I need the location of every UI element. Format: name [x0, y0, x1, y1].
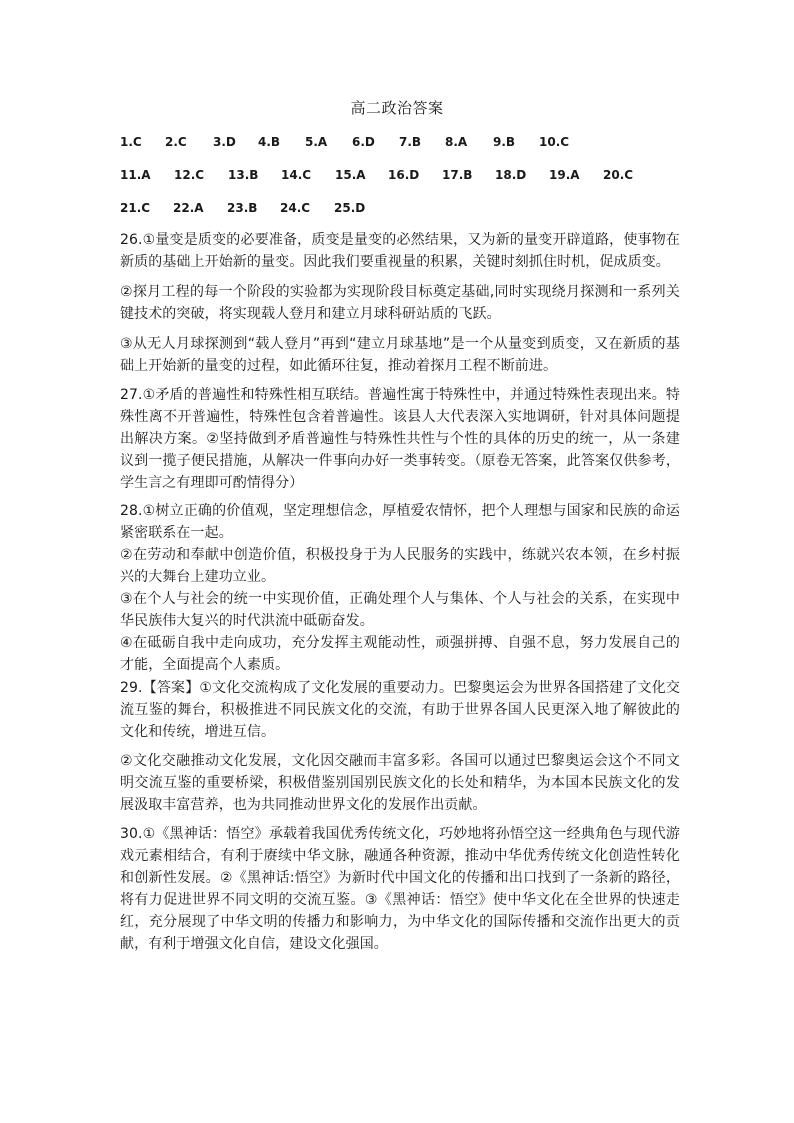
answer-item: 3.D [213, 135, 236, 149]
answer-paragraph: 27.①矛盾的普遍性和特殊性相互联结。普遍性寓于特殊性中，并通过特殊性表现出来。特殊性离不开普遍性，特殊性包含着普遍性。该县人大代表深入实地调研，针对具体问题提出解决方案。②坚持做到矛盾普遍性与特殊性共性与个性的具体的历史的统一，从一条建议到一揽子便民措施，从解决一件事向办好一类事转变。（原卷无答案，此答案仅供参考，学生言之有理即可酌情得分） [120, 387, 680, 491]
answer-item: 14.C [281, 168, 312, 182]
answer-paragraph: 29.【答案】①文化交流构成了文化发展的重要动力。巴黎奥运会为世界各国搭建了文化交流互鉴的舞台，积极推进不同民族文化的交流，有助于世界各国人民更深入地了解彼此的文化和传统，增进互信。 [120, 680, 680, 740]
answer-paragraph: ②在劳动和奉献中创造价值，积极投身于为人民服务的实践中，练就兴农本领，在乡村振兴的大舞台上建功立业。 [120, 547, 680, 585]
answer-item: 20.C [603, 168, 634, 182]
answer-item: 24.C [280, 201, 311, 215]
answer-paragraph: ③在个人与社会的统一中实现价值，正确处理个人与集体、个人与社会的关系，在实现中华民族伟大复兴的时代洪流中砥砺奋发。 [120, 591, 680, 629]
answer-item: 9.B [493, 135, 516, 149]
question-30 [120, 823, 680, 955]
answer-item: 15.A [335, 168, 366, 182]
answer-item: 2.C [165, 135, 187, 149]
answer-item: 13.B [228, 168, 259, 182]
question-29-part-2 [120, 750, 680, 816]
answer-item: 5.A [305, 135, 328, 149]
answer-paragraph: 28.①树立正确的价值观，坚定理想信念，厚植爱农情怀，把个人理想与国家和民族的命运紧密联系在一起。 [120, 503, 680, 541]
answer-item: 1.C [120, 135, 142, 149]
answer-paragraph: ④在砥砺自我中走向成功，充分发挥主观能动性，顽强拼搏、自强不息，努力发展自己的才能，全面提高个人素质。 [120, 635, 680, 673]
answer-item: 19.A [549, 168, 580, 182]
answer-item: 17.B [442, 168, 473, 182]
answer-item: 12.C [174, 168, 205, 182]
answer-paragraph: 30.①《黑神话：悟空》承载着我国优秀传统文化，巧妙地将孙悟空这一经典角色与现代游戏元素相结合，有利于赓续中华文脉，融通各种资源，推动中华优秀传统文化创造性转化和创新性发展。②《黑神话:悟空》为新时代中国文化的传播和出口找到了一条新的路径，将有力促进世界不同文明的交流互鉴。③《黑神话：悟空》使中华文化在全世界的快速走红，充分展现了中华文明的传播力和影响力，为中华文化的国际传播和交流作出更大的贡献，有利于增强文化自信，建设文化强国。 [120, 826, 680, 952]
answer-item: 25.D [334, 201, 366, 215]
page-title: 高二政治答案 [350, 99, 444, 117]
question-27 [120, 384, 680, 494]
question-28 [120, 500, 680, 676]
answer-paragraph: ③从无人月球探测到“载人登月”再到“建立月球基地”是一个从量变到质变，又在新质的基础上开始新的量变的过程，如此循环往复，推动着探月工程不断前进。 [120, 336, 680, 374]
answer-item: 4.B [258, 135, 281, 149]
answer-item: 7.B [399, 135, 422, 149]
answer-item: 11.A [120, 168, 151, 182]
answer-item: 16.D [388, 168, 420, 182]
answer-item: 10.C [539, 135, 570, 149]
answer-item: 22.A [173, 201, 204, 215]
answer-item: 6.D [352, 135, 375, 149]
answer-paragraph: ②文化交融推动文化发展，文化因交融而丰富多彩。各国可以通过巴黎奥运会这个不同文明交流互鉴的重要桥梁，积极借鉴别国别民族文化的长处和精华，为本国本民族文化的发展汲取丰富营养，也为共同推动世界文化的发展作出贡献。 [120, 753, 680, 813]
answer-item: 8.A [445, 135, 468, 149]
answer-item: 21.C [120, 201, 151, 215]
answer-item: 18.D [495, 168, 527, 182]
answer-paragraph: ②探月工程的每一个阶段的实验都为实现阶段目标奠定基础,同时实现绕月探测和一系列关键技术的突破，将实现载人登月和建立月球科研站质的飞跃。 [120, 284, 680, 322]
question-26-part-2 [120, 281, 680, 325]
answer-paragraph: 26.①量变是质变的必要准备，质变是量变的必然结果，又为新的量变开辟道路，使事物在新质的基础上开始新的量变。因此我们要重视量的积累，关键时刻抓住时机，促成质变。 [120, 232, 680, 270]
question-29-part-1 [120, 677, 680, 743]
answer-item: 23.B [227, 201, 258, 215]
question-26-part-3 [120, 333, 680, 377]
question-26-part-1 [120, 229, 680, 273]
